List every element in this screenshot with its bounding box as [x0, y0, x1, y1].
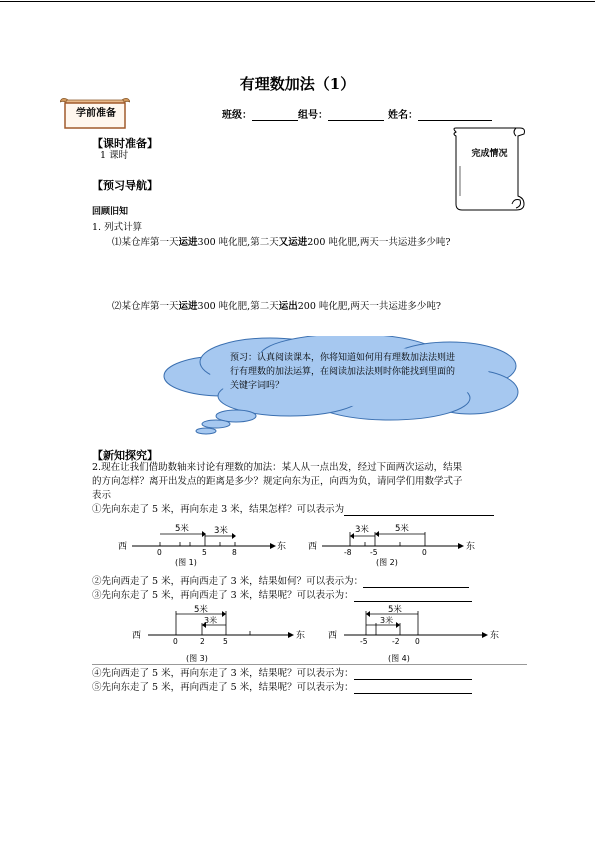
section-heading-lesson-prep: 【课时准备】 [92, 137, 158, 150]
fig3-tick-0: 0 [173, 637, 178, 646]
fig1-tick-0: 0 [157, 548, 162, 557]
number-line-figures-3-4 [130, 603, 510, 665]
prep-badge-label: 学前准备 [76, 108, 116, 119]
fig4-west-label: 西 [328, 631, 338, 641]
cloud-line-1: 预习：认真阅读课本，你将知道如何用有理数加法法则进 [230, 353, 456, 363]
q2-bold-a: 运进 [178, 301, 198, 312]
completion-scroll-icon [450, 126, 528, 212]
name-label: 姓名： [388, 110, 418, 121]
fig3-east-label: 东 [296, 631, 306, 641]
question-4-text: ④先向西走了 5 米，再向东走了 3 米，结果呢？可以表示为： [92, 668, 354, 679]
fig1-west-label: 西 [118, 542, 128, 552]
page-title: 有理数加法（1） [239, 75, 356, 93]
name-blank[interactable] [418, 110, 492, 121]
fig4-tick-0: -5 [360, 637, 368, 646]
answer-blank-4[interactable] [354, 670, 472, 680]
question-3-text: ③先向东走了 5 米，再向西走了 3 米，结果呢？可以表示为： [92, 590, 354, 601]
top-rule [0, 1, 595, 2]
answer-blank-3[interactable] [354, 592, 472, 602]
cloud-line-3: 关键字词吗？ [230, 381, 285, 391]
fig1-three-m: 3米 [214, 526, 228, 536]
fig1-caption: (图 1) [175, 558, 197, 567]
group-blank[interactable] [328, 110, 384, 121]
fig3-three-m: 3米 [204, 616, 218, 625]
class-row [222, 106, 492, 121]
class-blank[interactable] [252, 110, 298, 121]
fig2-west-label: 西 [308, 542, 318, 552]
fig4-tick-2: 0 [415, 637, 420, 646]
fig4-tick-1: -2 [392, 637, 400, 646]
question-2 [92, 575, 469, 588]
fig1-tick-1: 5 [202, 548, 207, 557]
intro-line-1: 2.现在让我们借助数轴来讨论有理数的加法：某人从一点出发，经过下面两次运动，结果 [92, 462, 463, 473]
divider [92, 664, 527, 665]
fig3-caption: (图 3) [186, 654, 208, 663]
fig4-caption: (图 4) [388, 654, 410, 663]
fig2-three-m: 3米 [355, 525, 369, 535]
fig3-five-m: 5米 [194, 605, 208, 615]
intro-line-2: 的方向怎样？离开出发点的距离是多少？规定向东为正，向西为负，请同学们用数学式子 [92, 476, 463, 487]
review-item-1: 1. 列式计算 [92, 222, 143, 233]
question-3 [92, 589, 472, 602]
q1-bold-a: 运进 [178, 237, 198, 248]
fig1-east-label: 东 [277, 542, 287, 552]
fig2-tick-1: -5 [370, 548, 378, 557]
section-heading-new-knowledge: 【新知探究】 [92, 449, 158, 462]
fig2-tick-2: 0 [422, 548, 427, 557]
intro-line-3: 表示 [92, 490, 112, 501]
review-heading: 回顾旧知 [92, 207, 129, 217]
class-label: 班级： [222, 110, 252, 121]
group-label: 组号： [298, 110, 328, 121]
fig3-tick-1: 2 [200, 637, 205, 646]
fig2-caption: (图 2) [376, 558, 398, 567]
answer-blank-2[interactable] [363, 578, 469, 588]
section-heading-preview-guide: 【预习导航】 [92, 179, 158, 192]
fig4-five-m: 5米 [388, 605, 402, 615]
number-line-figures-1-2 [110, 520, 510, 572]
fig2-tick-0: -8 [344, 548, 352, 557]
question-5 [92, 681, 472, 694]
lesson-count-text: 1 课时 [100, 150, 129, 161]
fig1-tick-2: 8 [232, 548, 237, 557]
fig3-tick-2: 5 [223, 637, 228, 646]
q2-bold-b: 运出 [278, 301, 298, 312]
answer-blank-1[interactable] [344, 506, 494, 516]
review-question-2 [112, 300, 441, 313]
cloud-text [230, 351, 500, 393]
fig4-three-m: 3米 [380, 616, 394, 625]
q2-text-b: 300 吨化肥,第二天 [197, 301, 279, 312]
q1-text-a: ⑴某仓库第一天 [112, 237, 179, 248]
question-4 [92, 667, 472, 680]
q1-text-c: 200 吨化肥,两天一共运进多少吨? [307, 237, 451, 248]
q2-text-c: 200 吨化肥,两天一共运进多少吨? [297, 301, 442, 312]
completion-label: 完成情况 [471, 149, 508, 159]
review-question-1 [112, 236, 451, 249]
q2-text-a: ⑵某仓库第一天 [112, 301, 179, 312]
fig2-five-m: 5米 [395, 524, 409, 534]
fig1-five-m: 5米 [175, 524, 189, 534]
question-2-text: ②先向西走了 5 米，再向西走了 3 米，结果如何？可以表示为： [92, 576, 364, 587]
fig4-east-label: 东 [490, 631, 500, 641]
q1-text-b: 300 吨化肥,第二天 [197, 237, 279, 248]
cloud-line-2: 行有理数的加法运算，在阅读加法法则时你能找到里面的 [230, 367, 456, 377]
q1-bold-b: 又运进 [278, 237, 308, 248]
answer-blank-5[interactable] [354, 684, 472, 694]
question-1 [92, 503, 494, 516]
question-5-text: ⑤先向东走了 5 米，再向西走了 5 米，结果呢？可以表示为： [92, 682, 354, 693]
fig2-east-label: 东 [466, 542, 476, 552]
question-1-text: ①先向东走了 5 米，再向东走 3 米，结果怎样？可以表示为 [92, 504, 345, 515]
fig3-west-label: 西 [132, 631, 142, 641]
